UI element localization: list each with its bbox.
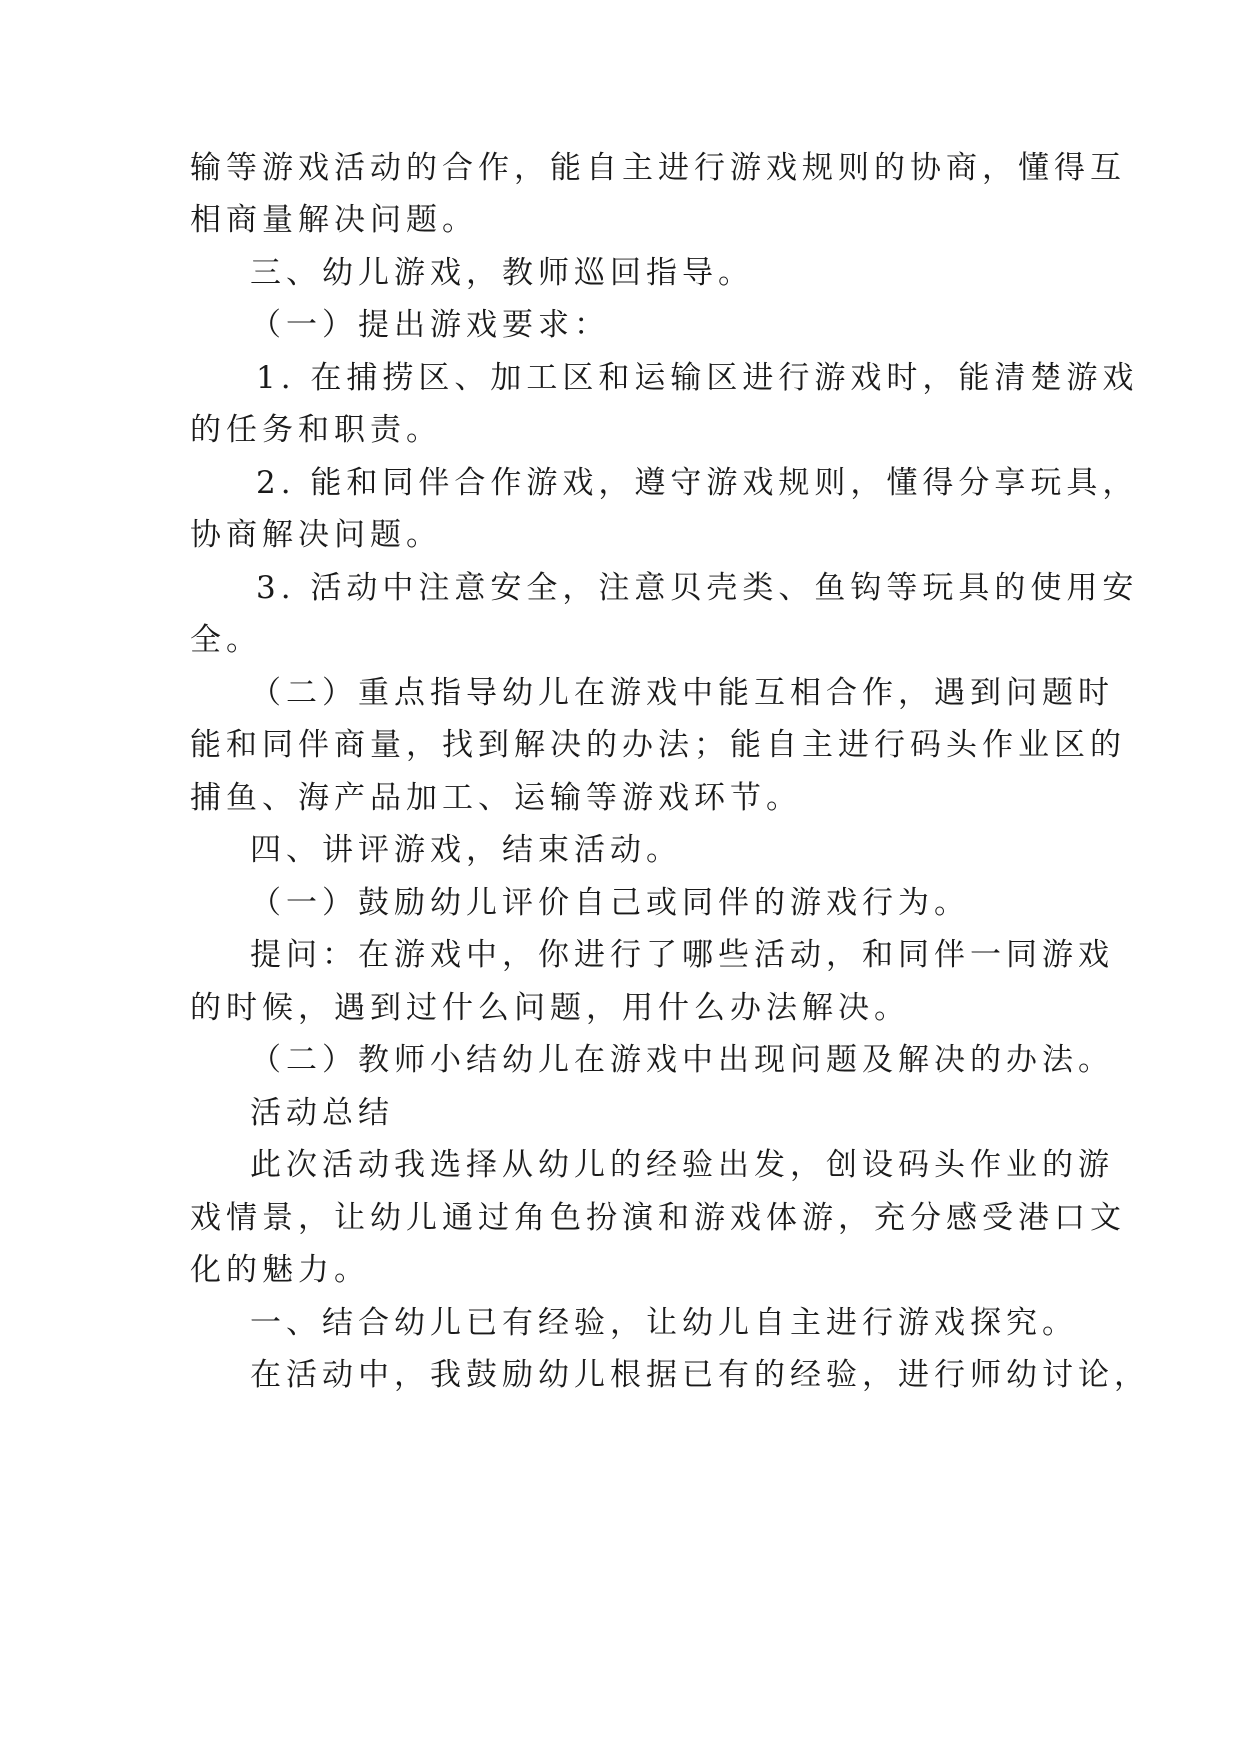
text-line: 能和同伴商量，找到解决的办法；能自主进行码头作业区的 <box>190 727 1126 763</box>
text-line: 的任务和职责。 <box>190 412 442 448</box>
text-line: 在活动中，我鼓励幼儿根据已有的经验，进行师幼讨论， <box>250 1357 1150 1393</box>
text-line: 化的魅力。 <box>190 1252 370 1288</box>
subsection-heading: （二）教师小结幼儿在游戏中出现问题及解决的办法。 <box>250 1042 1114 1078</box>
section-heading: 四、讲评游戏，结束活动。 <box>250 832 682 868</box>
text-line: 提问：在游戏中，你进行了哪些活动，和同伴一同游戏 <box>250 937 1114 973</box>
text-line: 的时候，遇到过什么问题，用什么办法解决。 <box>190 990 910 1026</box>
list-item: 3. 活动中注意安全，注意贝壳类、鱼钩等玩具的使用安 <box>256 570 1139 606</box>
subsection-heading: （二）重点指导幼儿在游戏中能互相合作，遇到问题时 <box>250 675 1114 711</box>
list-item: 1. 在捕捞区、加工区和运输区进行游戏时，能清楚游戏 <box>256 360 1139 396</box>
text-line: 此次活动我选择从幼儿的经验出发，创设码头作业的游 <box>250 1147 1114 1183</box>
text-line: 戏情景，让幼儿通过角色扮演和游戏体游，充分感受港口文 <box>190 1200 1126 1236</box>
list-item: 2. 能和同伴合作游戏，遵守游戏规则，懂得分享玩具， <box>256 465 1139 501</box>
section-heading: 三、幼儿游戏，教师巡回指导。 <box>250 255 754 291</box>
section-title: 活动总结 <box>250 1095 394 1131</box>
text-line: 全。 <box>190 622 262 658</box>
text-line: 输等游戏活动的合作，能自主进行游戏规则的协商，懂得互 <box>190 150 1126 186</box>
text-line: 捕鱼、海产品加工、运输等游戏环节。 <box>190 780 802 816</box>
section-heading: 一、结合幼儿已有经验，让幼儿自主进行游戏探究。 <box>250 1305 1078 1341</box>
subsection-heading: （一）鼓励幼儿评价自己或同伴的游戏行为。 <box>250 885 970 921</box>
subsection-heading: （一）提出游戏要求： <box>250 307 610 343</box>
text-line: 相商量解决问题。 <box>190 202 478 238</box>
text-line: 协商解决问题。 <box>190 517 442 553</box>
